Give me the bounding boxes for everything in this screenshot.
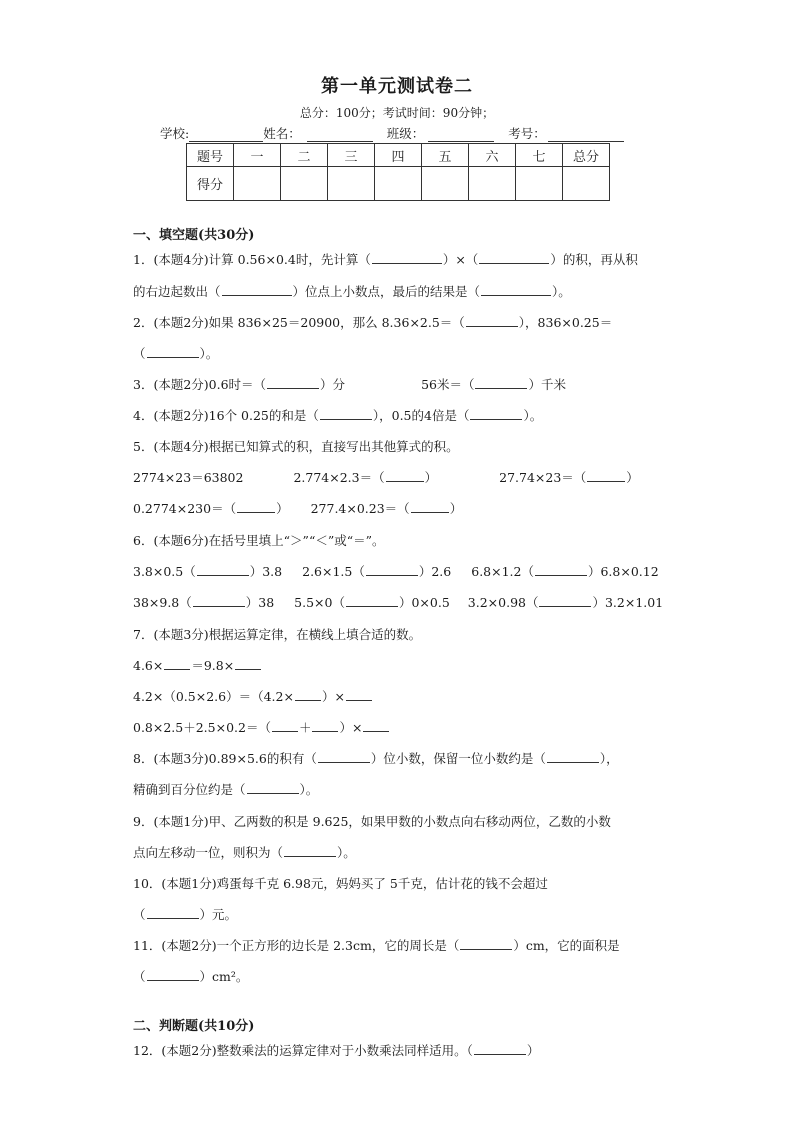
question-3	[133, 375, 566, 393]
question-text: ）分	[320, 377, 346, 392]
question-6: 6．(本题6分)在括号里填上“＞”“＜”或“＝”。	[133, 533, 385, 548]
score-table	[186, 143, 610, 201]
answer-blank[interactable]	[284, 844, 336, 857]
score-cell[interactable]	[328, 167, 375, 201]
question-text: ）。	[552, 284, 571, 299]
answer-blank[interactable]	[235, 657, 261, 670]
question-text: 11．(本题2分)一个正方形的边长是 2.3cm，它的周长是（	[133, 938, 460, 953]
question-text: ）cm²。	[199, 969, 249, 984]
question-text: 5.5×0（	[294, 595, 345, 610]
answer-blank[interactable]	[193, 594, 245, 607]
name-label: 姓名：	[263, 126, 301, 141]
score-header-cell: 七	[516, 144, 563, 167]
answer-blank[interactable]	[474, 1042, 526, 1055]
score-cell[interactable]	[234, 167, 281, 201]
question-text: 3.8×0.5（	[133, 564, 196, 579]
score-header-cell: 五	[422, 144, 469, 167]
answer-blank[interactable]	[539, 594, 591, 607]
answer-blank[interactable]	[587, 469, 625, 482]
score-header-cell: 四	[375, 144, 422, 167]
question-text: 2.774×2.3＝（	[293, 470, 385, 485]
question-4	[133, 406, 542, 424]
question-text: ）	[449, 501, 463, 516]
question-text: （	[133, 346, 146, 361]
question-text: 4.6×	[133, 658, 164, 673]
question-text: ）	[424, 470, 438, 485]
number-field[interactable]	[548, 128, 624, 142]
name-field[interactable]	[307, 128, 373, 142]
question-text: 277.4×0.23＝（	[310, 501, 410, 516]
question-text: ）。	[523, 408, 543, 423]
question-text: ）0×0.5	[398, 595, 450, 610]
question-text: ）。	[337, 845, 356, 860]
score-header-cell: 总分	[563, 144, 610, 167]
answer-blank[interactable]	[460, 937, 512, 950]
question-text: ）3.2×1.01	[592, 595, 664, 610]
school-field[interactable]	[189, 128, 263, 142]
question-9-line-2	[133, 843, 356, 861]
score-row-label: 得分	[187, 167, 234, 201]
question-text: ）3.8	[249, 564, 283, 579]
answer-blank[interactable]	[312, 719, 338, 732]
question-text: ）千米	[528, 377, 566, 392]
question-1-line-1	[133, 250, 638, 268]
question-text: 1．(本题4分)计算 0.56×0.4时，先计算（	[133, 252, 371, 267]
question-text: ）	[276, 501, 289, 516]
question-2-line-1	[133, 313, 612, 331]
question-text: 点向左移动一位，则积为（	[133, 845, 284, 860]
question-text: ）位点上小数点，最后的结果是（	[292, 284, 481, 299]
question-5-line-2	[133, 499, 462, 517]
section-heading: 二、判断题(共10分)	[133, 1019, 255, 1034]
question-text: 8．(本题3分)0.89×5.6的积有（	[133, 751, 317, 766]
score-cell[interactable]	[469, 167, 516, 201]
class-label: 班级：	[386, 126, 425, 141]
question-text: ）cm，它的面积是	[513, 938, 620, 953]
question-text: ＝9.8×	[191, 658, 235, 673]
answer-blank[interactable]	[267, 376, 319, 389]
score-cell[interactable]	[422, 167, 469, 201]
question-text: （	[133, 907, 146, 922]
question-text: ）6.8×0.12	[587, 564, 659, 579]
answer-blank[interactable]	[320, 407, 372, 420]
answer-blank[interactable]	[547, 750, 599, 763]
answer-blank[interactable]	[272, 719, 298, 732]
answer-blank[interactable]	[363, 719, 389, 732]
exam-subtitle: 总分：100分；考试时间：90分钟；	[299, 106, 495, 120]
answer-blank[interactable]	[346, 594, 398, 607]
answer-blank[interactable]	[222, 283, 292, 296]
question-text: ＋	[298, 720, 312, 735]
answer-blank[interactable]	[475, 376, 527, 389]
page-title: 第一单元测试卷二	[321, 76, 473, 97]
question-6-line-2	[133, 593, 663, 611]
question-text: 3．(本题2分)0.6时＝（	[133, 377, 267, 392]
answer-blank[interactable]	[197, 563, 249, 576]
question-text: 0.8×2.5＋2.5×0.2＝（	[133, 720, 271, 735]
question-text: 2．(本题2分)如果 836×25＝20900，那么 8.36×2.5＝（	[133, 315, 465, 330]
question-7-line-1	[133, 656, 262, 674]
answer-blank[interactable]	[164, 657, 190, 670]
question-8-line-1	[133, 749, 619, 767]
answer-blank[interactable]	[481, 283, 551, 296]
question-text: 0.2774×230＝（	[133, 501, 237, 516]
score-header-cell: 三	[328, 144, 375, 167]
question-text: ）位小数，保留一位小数约是（	[370, 751, 546, 766]
question-text: 的右边起数出（	[133, 284, 221, 299]
answer-blank[interactable]	[247, 781, 299, 794]
question-text: 56米＝（	[421, 377, 475, 392]
question-12	[133, 1041, 539, 1059]
question-9-line-1: 9．(本题1分)甲、乙两数的积是 9.625，如果甲数的小数点向右移动两位，乙数的小数	[133, 814, 611, 829]
question-6-line-1	[133, 562, 659, 580]
question-7: 7．(本题3分)根据运算定律，在横线上填合适的数。	[133, 627, 422, 642]
score-cell[interactable]	[563, 167, 610, 201]
score-header-cell: 六	[469, 144, 516, 167]
question-text: 38×9.8（	[133, 595, 192, 610]
answer-blank[interactable]	[147, 906, 199, 919]
question-text: 4.2×（0.5×2.6）＝（4.2×	[133, 689, 294, 704]
score-header-cell: 一	[234, 144, 281, 167]
question-text: 2.6×1.5（	[302, 564, 365, 579]
score-cell[interactable]	[375, 167, 422, 201]
question-text: ）的积，再从积	[550, 252, 638, 267]
question-text: ）×	[321, 689, 345, 704]
question-text: ）38	[245, 595, 275, 610]
question-text: ）×（	[442, 252, 479, 267]
question-5: 5．(本题4分)根据已知算式的积，直接写出其他算式的积。	[133, 439, 459, 454]
question-7-line-2	[133, 687, 373, 705]
question-text: ）元。	[199, 907, 238, 922]
question-text: 3.2×0.98（	[467, 595, 539, 610]
question-text: （	[133, 969, 146, 984]
question-11-line-2	[133, 967, 248, 985]
class-field[interactable]	[428, 128, 494, 142]
school-label: 学校:	[160, 126, 190, 141]
question-text: ）。	[299, 782, 319, 797]
answer-blank[interactable]	[147, 345, 199, 358]
question-8-line-2	[133, 780, 318, 798]
answer-blank[interactable]	[470, 407, 522, 420]
answer-blank[interactable]	[237, 500, 275, 513]
question-1-line-2	[133, 282, 571, 300]
section-heading: 一、填空题(共30分)	[133, 228, 255, 243]
question-text: ），836×0.25＝	[518, 315, 613, 330]
question-2-line-2	[133, 344, 218, 362]
question-text: ），	[599, 751, 619, 766]
question-text: 12．(本题2分)整数乘法的运算定律对于小数乘法同样适用。（	[133, 1043, 473, 1058]
score-header-cell: 二	[281, 144, 328, 167]
answer-blank[interactable]	[466, 314, 518, 327]
question-10-line-1: 10．(本题1分)鸡蛋每千克 6.98元，妈妈买了 5千克，估计花的钱不会超过	[133, 876, 548, 891]
answer-blank[interactable]	[411, 500, 449, 513]
question-text: 4．(本题2分)16个 0.25的和是（	[133, 408, 319, 423]
question-text: ）	[626, 470, 639, 485]
question-text: 6.8×1.2（	[471, 564, 534, 579]
answer-blank[interactable]	[295, 688, 321, 701]
answer-blank[interactable]	[147, 968, 199, 981]
question-text: ）。	[199, 346, 219, 361]
question-text: 27.74×23＝（	[499, 470, 587, 485]
number-label: 考号：	[508, 126, 546, 141]
student-info-row	[160, 124, 640, 142]
question-text: 精确到百分位约是（	[133, 782, 246, 797]
question-text: ），0.5的4倍是（	[372, 408, 470, 423]
question-11-line-1	[133, 936, 620, 954]
answer-blank[interactable]	[318, 750, 370, 763]
score-cell[interactable]	[281, 167, 328, 201]
answer-blank[interactable]	[535, 563, 587, 576]
question-10-line-2	[133, 905, 237, 923]
question-7-line-3	[133, 718, 390, 736]
question-5-line-1	[133, 468, 639, 486]
score-cell[interactable]	[516, 167, 563, 201]
answer-blank[interactable]	[346, 688, 372, 701]
question-text: 2774×23＝63802	[133, 470, 244, 485]
answer-blank[interactable]	[479, 251, 549, 264]
score-header-cell: 题号	[187, 144, 234, 167]
answer-blank[interactable]	[366, 563, 418, 576]
question-text: ）	[526, 1043, 540, 1058]
question-text: ）2.6	[418, 564, 452, 579]
answer-blank[interactable]	[386, 469, 424, 482]
answer-blank[interactable]	[372, 251, 442, 264]
question-text: ）×	[339, 720, 363, 735]
